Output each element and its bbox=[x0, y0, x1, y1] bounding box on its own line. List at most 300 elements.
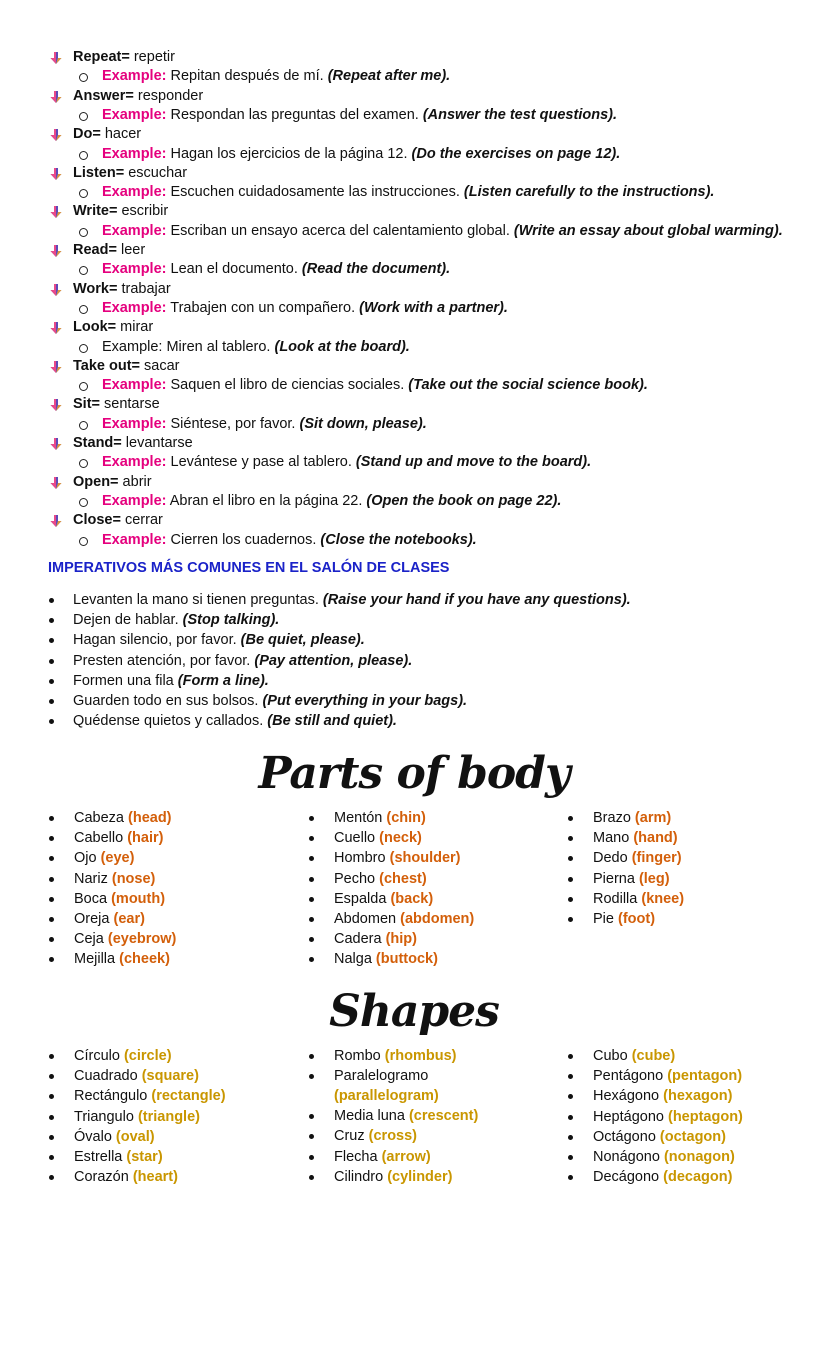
command-english: Sit= bbox=[73, 396, 100, 413]
example-text bbox=[102, 453, 591, 472]
bullet-icon bbox=[49, 937, 54, 942]
body-part-spanish: Rodilla bbox=[593, 890, 642, 907]
shape-item bbox=[568, 1147, 818, 1167]
bullet-icon bbox=[49, 1135, 54, 1140]
example-english: (Sit down, please). bbox=[299, 415, 427, 432]
command-english: Read= bbox=[73, 242, 117, 258]
shape-item bbox=[49, 1086, 299, 1106]
body-part-item bbox=[309, 848, 559, 868]
hollow-circle-icon bbox=[79, 228, 88, 237]
shape-english: (cylinder) bbox=[387, 1168, 453, 1185]
body-part-spanish: Hombro bbox=[334, 850, 390, 867]
shape-english: (arrow) bbox=[381, 1148, 431, 1165]
shape-text bbox=[74, 1167, 178, 1187]
shape-english: (rectangle) bbox=[151, 1088, 226, 1105]
bullet-icon bbox=[49, 679, 54, 684]
body-part-text bbox=[334, 828, 422, 848]
body-part-english: (chest) bbox=[379, 870, 427, 887]
shape-spanish: Octágono bbox=[593, 1128, 660, 1145]
command-spanish: mirar bbox=[116, 319, 154, 336]
command-text bbox=[73, 395, 160, 414]
shape-english: (square) bbox=[141, 1068, 199, 1085]
body-part-text bbox=[74, 869, 155, 889]
body-part-spanish: Mano bbox=[593, 830, 634, 847]
shape-english: (rhombus) bbox=[384, 1048, 457, 1064]
command-text bbox=[73, 357, 180, 376]
command-english: Close= bbox=[73, 512, 121, 529]
shape-item bbox=[49, 1127, 299, 1147]
command-spanish: levantarse bbox=[121, 435, 193, 451]
body-part-column bbox=[49, 808, 299, 970]
command-text bbox=[73, 241, 145, 260]
shape-item bbox=[309, 1106, 559, 1126]
command-spanish: hacer bbox=[100, 126, 142, 143]
command-item bbox=[0, 395, 828, 414]
command-item bbox=[0, 125, 828, 144]
body-part-item bbox=[568, 848, 818, 868]
bullet-icon bbox=[49, 659, 54, 664]
body-part-text bbox=[593, 889, 684, 909]
example-english: (Open the book on page 22). bbox=[366, 492, 562, 509]
example-text bbox=[102, 145, 620, 164]
example-text bbox=[102, 376, 648, 395]
shape-text bbox=[74, 1127, 155, 1147]
bullet-icon bbox=[309, 1134, 314, 1139]
shape-column bbox=[568, 1046, 818, 1187]
shape-text bbox=[334, 1066, 439, 1106]
down-arrow-icon bbox=[49, 321, 63, 335]
body-part-spanish: Pie bbox=[593, 910, 618, 927]
down-arrow-icon bbox=[49, 205, 63, 219]
imperative-spanish: Presten atención, por favor. bbox=[73, 652, 255, 669]
shape-item bbox=[49, 1167, 299, 1187]
bullet-icon bbox=[49, 917, 54, 922]
command-spanish: sacar bbox=[140, 357, 180, 374]
example-item bbox=[0, 106, 828, 125]
bullet-icon bbox=[309, 917, 314, 922]
body-part-item bbox=[309, 808, 559, 828]
shape-text bbox=[593, 1107, 743, 1127]
body-part-english: (shoulder) bbox=[389, 850, 461, 867]
imperative-english: (Stop talking). bbox=[182, 612, 280, 629]
down-arrow-icon bbox=[49, 51, 63, 65]
shape-spanish: Media luna bbox=[334, 1108, 409, 1125]
hollow-circle-icon bbox=[79, 421, 88, 430]
shape-item bbox=[568, 1046, 818, 1066]
shape-text bbox=[593, 1147, 735, 1167]
bullet-icon bbox=[49, 1115, 54, 1120]
body-part-english: (arm) bbox=[634, 810, 672, 826]
down-arrow-icon bbox=[49, 398, 63, 412]
imperatives-heading: IMPERATIVOS MÁS COMUNES EN EL SALÓN DE CLASES bbox=[48, 560, 450, 576]
bullet-icon bbox=[309, 856, 314, 861]
example-label: Example: bbox=[102, 377, 167, 394]
body-part-column bbox=[309, 808, 559, 970]
body-part-item bbox=[568, 909, 818, 929]
body-part-text bbox=[74, 828, 163, 848]
bullet-icon bbox=[49, 816, 54, 821]
example-text bbox=[102, 492, 561, 511]
shape-item bbox=[309, 1046, 559, 1066]
example-spanish: Escuchen cuidadosamente las instrucciones. bbox=[166, 184, 464, 201]
body-part-item bbox=[49, 889, 299, 909]
shape-text bbox=[334, 1106, 478, 1126]
example-english: (Read the document). bbox=[301, 261, 451, 278]
command-english: Stand= bbox=[73, 435, 122, 451]
body-part-spanish: Espalda bbox=[334, 890, 391, 907]
example-label: Example: bbox=[102, 531, 167, 548]
example-item bbox=[0, 260, 828, 279]
body-part-english: (ear) bbox=[113, 910, 145, 927]
imperative-item bbox=[0, 671, 828, 691]
down-arrow-icon bbox=[49, 283, 63, 297]
body-part-item bbox=[49, 828, 299, 848]
imperative-english: (Be still and quiet). bbox=[267, 713, 397, 730]
command-spanish: escribir bbox=[117, 203, 169, 220]
shape-item bbox=[309, 1066, 559, 1106]
body-part-item bbox=[309, 949, 559, 969]
body-part-item bbox=[568, 869, 818, 889]
hollow-circle-icon bbox=[79, 382, 88, 391]
example-label: Example: bbox=[102, 184, 167, 201]
bullet-icon bbox=[309, 897, 314, 902]
shape-item bbox=[49, 1066, 299, 1086]
hollow-circle-icon bbox=[79, 344, 88, 353]
bullet-icon bbox=[568, 856, 573, 861]
example-label: Example: bbox=[102, 106, 167, 123]
imperative-item bbox=[0, 711, 828, 731]
hollow-circle-icon bbox=[79, 537, 88, 546]
body-part-english: (knee) bbox=[641, 890, 685, 907]
body-part-item bbox=[568, 808, 818, 828]
shape-text bbox=[593, 1086, 732, 1106]
body-part-english: (abdomen) bbox=[400, 910, 475, 927]
body-part-item bbox=[49, 909, 299, 929]
example-item bbox=[0, 183, 828, 202]
shape-spanish: Nonágono bbox=[593, 1148, 664, 1165]
bullet-icon bbox=[49, 957, 54, 962]
body-part-english: (nose) bbox=[111, 870, 156, 887]
shape-item bbox=[568, 1127, 818, 1147]
imperative-text bbox=[73, 711, 397, 731]
bullet-icon bbox=[309, 957, 314, 962]
imperative-spanish: Quédense quietos y callados. bbox=[73, 713, 268, 730]
command-item bbox=[0, 87, 828, 106]
shape-spanish: Cubo bbox=[593, 1048, 632, 1064]
shape-english: (cube) bbox=[631, 1048, 676, 1064]
bullet-icon bbox=[309, 937, 314, 942]
body-part-text bbox=[334, 848, 461, 868]
example-english: (Repeat after me). bbox=[327, 68, 451, 85]
body-part-english: (back) bbox=[390, 890, 434, 907]
shape-english: (crescent) bbox=[408, 1108, 479, 1125]
example-spanish: Lean el documento. bbox=[166, 261, 302, 278]
shape-english: (pentagon) bbox=[667, 1068, 743, 1085]
example-item bbox=[0, 67, 828, 86]
example-english: (Do the exercises on page 12). bbox=[411, 145, 621, 162]
bullet-icon bbox=[309, 836, 314, 841]
example-spanish: Repitan después de mí. bbox=[166, 68, 328, 85]
command-spanish: leer bbox=[116, 242, 146, 258]
bullet-icon bbox=[568, 1074, 573, 1079]
body-part-english: (neck) bbox=[379, 830, 422, 847]
command-item bbox=[0, 357, 828, 376]
down-arrow-icon bbox=[49, 360, 63, 374]
shape-english: (cross) bbox=[368, 1128, 418, 1145]
command-text bbox=[73, 280, 171, 299]
command-spanish: trabajar bbox=[117, 280, 171, 297]
example-english: (Write an essay about global warming). bbox=[513, 222, 783, 239]
shape-item bbox=[309, 1126, 559, 1146]
imperative-spanish: Guarden todo en sus bolsos. bbox=[73, 693, 263, 709]
bullet-icon bbox=[568, 1175, 573, 1180]
example-spanish: Cierren los cuadernos. bbox=[166, 531, 321, 548]
example-english: (Work with a partner). bbox=[359, 299, 508, 316]
example-text bbox=[102, 531, 477, 550]
shape-english: (heart) bbox=[132, 1169, 178, 1186]
command-text bbox=[73, 318, 153, 337]
example-item bbox=[0, 145, 828, 164]
shape-text bbox=[334, 1046, 456, 1066]
example-item bbox=[0, 376, 828, 395]
command-english: Take out= bbox=[73, 357, 141, 374]
hollow-circle-icon bbox=[79, 459, 88, 468]
command-item bbox=[0, 511, 828, 530]
body-part-item bbox=[49, 808, 299, 828]
example-label: Example: bbox=[102, 145, 167, 162]
command-english: Look= bbox=[73, 319, 117, 336]
bullet-icon bbox=[309, 1175, 314, 1180]
command-item bbox=[0, 318, 828, 337]
shape-item bbox=[49, 1046, 299, 1066]
example-spanish: Hagan los ejercicios de la página 12. bbox=[166, 145, 412, 162]
command-english: Answer= bbox=[73, 87, 134, 104]
bullet-icon bbox=[568, 877, 573, 882]
body-part-spanish: Dedo bbox=[593, 850, 632, 867]
body-part-english: (foot) bbox=[618, 910, 656, 927]
example-label: Example: bbox=[102, 338, 163, 355]
body-part-english: (leg) bbox=[638, 870, 670, 887]
body-part-item bbox=[49, 848, 299, 868]
example-label: Example: bbox=[102, 222, 167, 239]
body-part-text bbox=[593, 808, 671, 828]
imperative-text bbox=[73, 651, 412, 671]
bullet-icon bbox=[49, 638, 54, 643]
shape-english: (star) bbox=[126, 1148, 163, 1165]
shape-spanish: Cruz bbox=[334, 1128, 369, 1145]
body-part-spanish: Mejilla bbox=[74, 951, 120, 968]
shape-text bbox=[74, 1086, 226, 1106]
body-part-text bbox=[74, 889, 165, 909]
imperative-spanish: Dejen de hablar. bbox=[73, 612, 183, 629]
shape-item bbox=[309, 1147, 559, 1167]
command-text bbox=[73, 48, 175, 67]
body-part-item bbox=[309, 828, 559, 848]
shape-column bbox=[49, 1046, 299, 1187]
shape-spanish: Heptágono bbox=[593, 1108, 668, 1125]
example-english: (Look at the board). bbox=[274, 338, 410, 355]
body-part-text bbox=[593, 828, 678, 848]
imperative-item bbox=[0, 590, 828, 610]
shape-spanish: Óvalo bbox=[74, 1128, 116, 1145]
example-text bbox=[102, 183, 714, 202]
example-text bbox=[102, 338, 410, 357]
bullet-icon bbox=[49, 1155, 54, 1160]
shape-spanish: Cuadrado bbox=[74, 1068, 142, 1085]
bullet-icon bbox=[49, 1074, 54, 1079]
bullet-icon bbox=[309, 816, 314, 821]
shape-spanish: Paralelogramo bbox=[334, 1068, 429, 1085]
shape-spanish: Cilindro bbox=[334, 1168, 388, 1185]
body-part-english: (mouth) bbox=[111, 890, 166, 907]
imperative-text bbox=[73, 610, 279, 630]
hollow-circle-icon bbox=[79, 498, 88, 507]
example-text bbox=[102, 415, 427, 434]
shape-text bbox=[593, 1046, 675, 1066]
down-arrow-icon bbox=[49, 128, 63, 142]
bullet-icon bbox=[49, 836, 54, 841]
bullet-icon bbox=[309, 1155, 314, 1160]
shape-text bbox=[593, 1167, 732, 1187]
shape-spanish: Flecha bbox=[334, 1148, 382, 1165]
shape-item bbox=[49, 1147, 299, 1167]
bullet-icon bbox=[49, 877, 54, 882]
body-part-text bbox=[334, 949, 438, 969]
imperative-item bbox=[0, 651, 828, 671]
shape-spanish: Pentágono bbox=[593, 1068, 668, 1085]
command-english: Write= bbox=[73, 203, 118, 220]
bullet-icon bbox=[568, 836, 573, 841]
shape-english: (heptagon) bbox=[667, 1108, 743, 1125]
bullet-icon bbox=[49, 719, 54, 724]
shape-item bbox=[568, 1066, 818, 1086]
shape-english: (octagon) bbox=[659, 1128, 726, 1145]
body-part-spanish: Cadera bbox=[334, 931, 386, 948]
example-item bbox=[0, 453, 828, 472]
bullet-icon bbox=[49, 1175, 54, 1180]
example-english: (Listen carefully to the instructions). bbox=[463, 184, 715, 201]
command-english: Do= bbox=[73, 126, 101, 143]
body-part-column bbox=[568, 808, 818, 929]
body-part-english: (eye) bbox=[100, 850, 135, 867]
example-text bbox=[102, 260, 450, 279]
imperative-english: (Put everything in your bags). bbox=[262, 693, 468, 709]
shape-text bbox=[74, 1147, 163, 1167]
bullet-icon bbox=[568, 1135, 573, 1140]
example-spanish: Miren al tablero. bbox=[162, 338, 275, 355]
body-part-spanish: Brazo bbox=[593, 810, 635, 826]
example-english: (Take out the social science book). bbox=[408, 377, 648, 394]
shape-english: (nonagon) bbox=[663, 1148, 735, 1165]
example-item bbox=[0, 222, 828, 241]
imperative-item bbox=[0, 630, 828, 650]
body-part-english: (hip) bbox=[385, 931, 417, 948]
shapes-title: Shapes bbox=[329, 986, 499, 1037]
body-part-english: (hair) bbox=[127, 830, 164, 847]
imperative-item bbox=[0, 610, 828, 630]
bullet-icon bbox=[309, 1114, 314, 1119]
shape-item bbox=[49, 1107, 299, 1127]
down-arrow-icon bbox=[49, 167, 63, 181]
shape-column bbox=[309, 1046, 559, 1187]
hollow-circle-icon bbox=[79, 151, 88, 160]
shape-text bbox=[593, 1066, 742, 1086]
example-spanish: Respondan las preguntas del examen. bbox=[166, 106, 423, 123]
body-part-text bbox=[334, 869, 427, 889]
bullet-icon bbox=[309, 877, 314, 882]
body-part-item bbox=[49, 949, 299, 969]
bullet-icon bbox=[49, 699, 54, 704]
shape-spanish: Rombo bbox=[334, 1048, 385, 1064]
example-label: Example: bbox=[102, 261, 167, 278]
body-part-spanish: Ojo bbox=[74, 850, 101, 867]
command-text bbox=[73, 202, 168, 221]
body-part-spanish: Pecho bbox=[334, 870, 380, 887]
example-label: Example: bbox=[102, 299, 167, 316]
command-english: Work= bbox=[73, 280, 118, 297]
bullet-icon bbox=[568, 816, 573, 821]
command-english: Repeat= bbox=[73, 49, 130, 65]
body-part-spanish: Cuello bbox=[334, 830, 380, 847]
body-part-spanish: Nalga bbox=[334, 951, 376, 968]
command-item bbox=[0, 164, 828, 183]
example-item bbox=[0, 531, 828, 550]
shape-text bbox=[74, 1107, 200, 1127]
body-part-english: (eyebrow) bbox=[107, 931, 177, 948]
body-part-text bbox=[593, 869, 670, 889]
bullet-icon bbox=[49, 618, 54, 623]
example-label: Example: bbox=[102, 454, 167, 471]
body-part-text bbox=[334, 909, 474, 929]
command-item bbox=[0, 280, 828, 299]
example-spanish: Trabajen con un compañero. bbox=[166, 299, 360, 316]
shape-spanish: Rectángulo bbox=[74, 1088, 152, 1105]
body-part-text bbox=[74, 949, 170, 969]
command-text bbox=[73, 125, 141, 144]
example-text bbox=[102, 222, 783, 241]
command-item bbox=[0, 202, 828, 221]
body-part-item bbox=[568, 828, 818, 848]
shape-item bbox=[309, 1167, 559, 1187]
bullet-icon bbox=[568, 1115, 573, 1120]
shape-english: (triangle) bbox=[137, 1108, 200, 1125]
body-part-spanish: Cabello bbox=[74, 830, 128, 847]
shape-item bbox=[568, 1086, 818, 1106]
body-part-english: (finger) bbox=[631, 850, 682, 867]
body-part-english: (hand) bbox=[633, 830, 678, 847]
imperative-text bbox=[73, 630, 365, 650]
hollow-circle-icon bbox=[79, 266, 88, 275]
example-text bbox=[102, 106, 617, 125]
body-part-spanish: Mentón bbox=[334, 810, 387, 826]
body-part-spanish: Abdomen bbox=[334, 910, 401, 927]
example-spanish: Siéntese, por favor. bbox=[166, 415, 300, 432]
command-spanish: cerrar bbox=[120, 512, 163, 529]
hollow-circle-icon bbox=[79, 73, 88, 82]
shape-english: (hexagon) bbox=[663, 1088, 733, 1105]
body-part-item bbox=[568, 889, 818, 909]
body-part-item bbox=[309, 929, 559, 949]
example-text bbox=[102, 299, 508, 318]
body-part-english: (chin) bbox=[386, 810, 426, 826]
example-spanish: Levántese y pase al tablero. bbox=[166, 454, 356, 471]
body-part-spanish: Pierna bbox=[593, 870, 639, 887]
command-english: Listen= bbox=[73, 164, 125, 181]
command-text bbox=[73, 511, 163, 530]
shape-text bbox=[334, 1126, 417, 1146]
shape-text bbox=[74, 1066, 199, 1086]
body-part-spanish: Oreja bbox=[74, 910, 114, 927]
